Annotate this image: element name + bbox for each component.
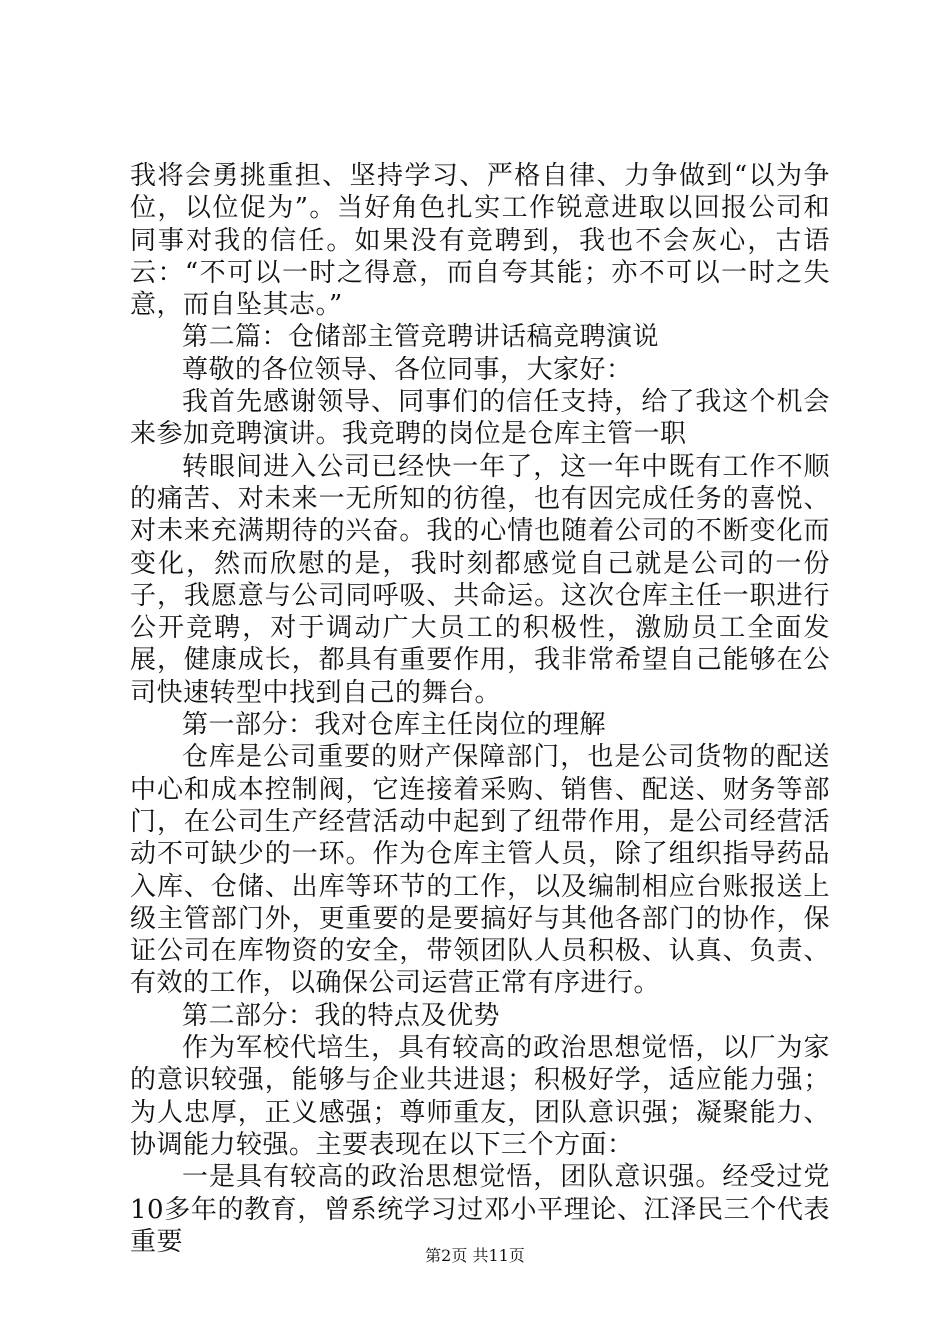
salutation: 尊敬的各位领导、各位同事，大家好： (182, 354, 633, 385)
paragraph-experience: 转眼间进入公司已经快一年了，这一年中既有工作不顺的痛苦、对未来一无所知的彷徨，也有因完成任务的喜悦、对未来充满期待的兴奋。我的心情也随着公司的不断变化而变化，然而欣慰的是，我时刻都感觉自己就是公司的一份子，我愿意与公司同呼吸、共命运。这次仓库主任一职进行公开竞聘，对于调动广大员工的积极性，激励员工全面发展，健康成长，都具有重要作用，我非常希望自己能够在公司快速转型中找到自己的舞台。 (130, 451, 830, 708)
paragraph-continuation: 我将会勇挑重担、坚持学习、严格自律、力争做到“以为争位，以位促为”。当好角色扎实工作锐意进取以回报公司和同事对我的信任。如果没有竞聘到，我也不会灰心，古语云：“不可以一时之得意，而自夸其能；亦不可以一时之失意，而自坠其志。” (130, 161, 830, 321)
section-heading-strengths: 第二部分：我的特点及优势 (182, 1000, 501, 1031)
page-number-footer: 第2页 共11页 (425, 1246, 525, 1265)
section-heading-part-two: 第二篇：仓储部主管竞聘讲话稿竞聘演说 (182, 322, 660, 353)
document-body (130, 160, 830, 1258)
paragraph-strengths: 作为军校代培生，具有较高的政治思想觉悟，以厂为家的意识较强，能够与企业共进退；积极好学，适应能力强；为人忠厚，正义感强；尊师重友，团队意识强；凝聚能力、协调能力较强。主要表现在以下三个方面： (130, 1033, 830, 1160)
paragraph-thanks: 我首先感谢领导、同事们的信任支持，给了我这个机会来参加竞聘演讲。我竞聘的岗位是仓库主管一职 (130, 387, 830, 450)
section-heading-part-one-understanding: 第一部分：我对仓库主任岗位的理解 (182, 710, 607, 741)
paragraph-warehouse-role: 仓库是公司重要的财产保障部门，也是公司货物的配送中心和成本控制阀，它连接着采购、销售、配送、财务等部门，在公司生产经营活动中起到了纽带作用，是公司经营活动不可缺少的一环。作为仓库主管人员，除了组织指导药品入库、仓储、出库等环节的工作，以及编制相应台账报送上级主管部门外，更重要的是要搞好与其他各部门的协作，保证公司在库物资的安全，带领团队人员积极、认真、负责、有效的工作，以确保公司运营正常有序进行。 (130, 742, 830, 999)
paragraph-political-awareness: 一是具有较高的政治思想觉悟，团队意识强。经受过党10多年的教育，曾系统学习过邓小平理论、江泽民三个代表重要 (130, 1162, 830, 1257)
